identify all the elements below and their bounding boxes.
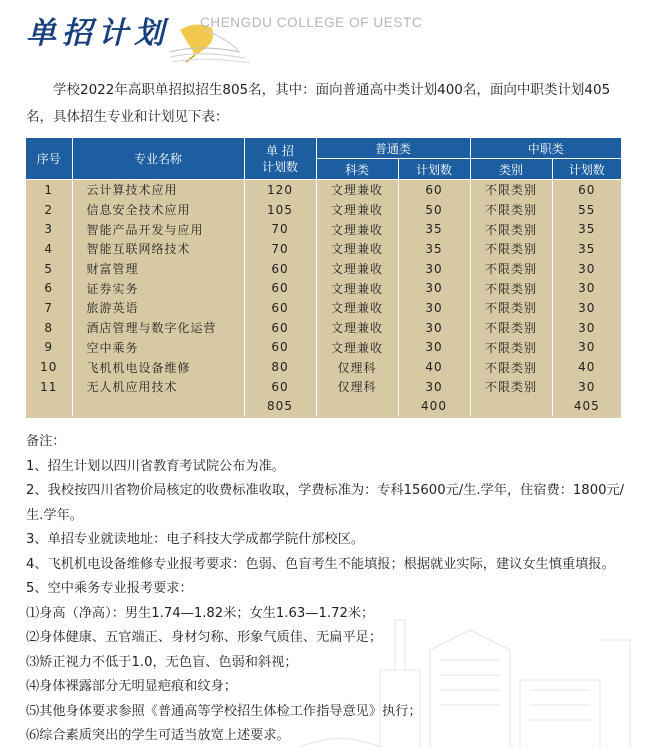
cell-general-count: 30 (398, 377, 470, 397)
cell-vocational-count: 30 (552, 278, 621, 298)
note-item: 3、单招专业就读地址：电子科技大学成都学院什邡校区。 (26, 532, 365, 547)
notes-section (26, 430, 631, 749)
note-item: 5、空中乘务专业报考要求： (26, 581, 193, 596)
cell-general-count: 30 (398, 318, 470, 338)
cell-vocational-category: 不限类别 (470, 239, 552, 259)
cell-seq: 10 (26, 357, 72, 377)
note-subitem: ⑹综合素质突出的学生可适当放宽上述要求。 (26, 728, 290, 743)
cell-vocational-category: 不限类别 (470, 180, 552, 200)
cell-major: 飞机机电设备维修 (72, 357, 244, 377)
cell-major: 财富管理 (72, 259, 244, 279)
table-row (26, 357, 621, 377)
cell-plan: 70 (244, 239, 316, 259)
cell-vocational-category: 不限类别 (470, 338, 552, 358)
cell-seq: 9 (26, 338, 72, 358)
cell-plan: 805 (244, 397, 316, 417)
admission-plan-table (26, 138, 621, 418)
cell-vocational-count: 55 (552, 200, 621, 220)
cell-plan: 70 (244, 219, 316, 239)
cell-vocational-count: 30 (552, 259, 621, 279)
cell-major: 智能互联网络技术 (72, 239, 244, 259)
cell-vocational-category: 不限类别 (470, 200, 552, 220)
cell-seq: 3 (26, 219, 72, 239)
note-item: 2、我校按四川省物价局核定的收费标准收取，学费标准为：专科15600元/生.学年，住宿费：1800元/生.学年。 (26, 483, 625, 523)
cell-general-count: 30 (398, 278, 470, 298)
college-name: CHENGDU COLLEGE OF UESTC (200, 15, 423, 30)
table-row (26, 239, 621, 259)
cell-seq: 1 (26, 180, 72, 200)
page-header (0, 0, 645, 70)
header-major: 专业名称 (72, 138, 244, 180)
cell-seq (26, 397, 72, 417)
table-row (26, 180, 621, 200)
cell-seq: 6 (26, 278, 72, 298)
header-vocational-category: 类别 (470, 159, 552, 180)
cell-vocational-category: 不限类别 (470, 318, 552, 338)
header-vocational-count: 计划数 (552, 159, 621, 180)
cell-major: 无人机应用技术 (72, 377, 244, 397)
cell-general-subject: 文理兼收 (316, 318, 398, 338)
cell-general-subject: 文理兼收 (316, 219, 398, 239)
cell-general-subject (316, 397, 398, 417)
intro-paragraph: 学校2022年高职单招拟招生805名，其中：面向普通高中类计划400名，面向中职类计划405名，具体招生专业和计划见下表： (26, 82, 611, 125)
cell-major (72, 397, 244, 417)
table-row (26, 259, 621, 279)
cell-seq: 8 (26, 318, 72, 338)
cell-plan: 120 (244, 180, 316, 200)
cell-seq: 7 (26, 298, 72, 318)
cell-plan: 60 (244, 377, 316, 397)
cell-general-subject: 文理兼收 (316, 180, 398, 200)
cell-major: 证券实务 (72, 278, 244, 298)
cell-general-subject: 仅理科 (316, 377, 398, 397)
cell-vocational-count: 40 (552, 357, 621, 377)
table-row (26, 377, 621, 397)
cell-general-count: 35 (398, 239, 470, 259)
cell-plan: 60 (244, 259, 316, 279)
note-subitem: ⑵身体健康、五官端正、身材匀称、形象气质佳、无扁平足； (26, 630, 383, 645)
cell-vocational-category: 不限类别 (470, 259, 552, 279)
cell-general-subject: 仅理科 (316, 357, 398, 377)
header-general-count: 计划数 (398, 159, 470, 180)
cell-general-subject: 文理兼收 (316, 259, 398, 279)
cell-general-subject: 文理兼收 (316, 200, 398, 220)
cell-vocational-category: 不限类别 (470, 298, 552, 318)
notes-heading: 备注： (26, 434, 66, 449)
cell-seq: 4 (26, 239, 72, 259)
cell-vocational-category (470, 397, 552, 417)
table-row (26, 278, 621, 298)
header-seq: 序号 (26, 138, 72, 180)
cell-general-subject: 文理兼收 (316, 278, 398, 298)
cell-general-count: 30 (398, 338, 470, 358)
cell-major: 云计算技术应用 (72, 180, 244, 200)
table-row (26, 200, 621, 220)
table-row (26, 298, 621, 318)
cell-general-count: 50 (398, 200, 470, 220)
cell-vocational-count: 405 (552, 397, 621, 417)
cell-major: 酒店管理与数字化运营 (72, 318, 244, 338)
cell-vocational-count: 30 (552, 318, 621, 338)
cell-vocational-count: 30 (552, 377, 621, 397)
cell-vocational-category: 不限类别 (470, 219, 552, 239)
cell-vocational-category: 不限类别 (470, 377, 552, 397)
note-subitem: ⑸其他身体要求参照《普通高等学校招生体检工作指导意见》执行； (26, 703, 422, 719)
cell-general-count: 30 (398, 259, 470, 279)
cell-seq: 11 (26, 377, 72, 397)
cell-general-count: 30 (398, 298, 470, 318)
cell-vocational-count: 60 (552, 180, 621, 200)
cell-plan: 60 (244, 278, 316, 298)
table-row (26, 338, 621, 358)
cell-seq: 5 (26, 259, 72, 279)
note-subitem: ⑶矫正视力不低于1.0，无色盲、色弱和斜视； (26, 654, 298, 670)
cell-general-count: 35 (398, 219, 470, 239)
cell-seq: 2 (26, 200, 72, 220)
page-title: 单招计划 (26, 16, 170, 51)
cell-major: 旅游英语 (72, 298, 244, 318)
cell-major: 空中乘务 (72, 338, 244, 358)
cell-plan: 80 (244, 357, 316, 377)
cell-general-subject: 文理兼收 (316, 338, 398, 358)
table-row (26, 219, 621, 239)
cell-general-subject: 文理兼收 (316, 239, 398, 259)
cell-plan: 60 (244, 318, 316, 338)
header-plan: 单 招 计划数 (244, 138, 316, 180)
cell-general-count: 40 (398, 357, 470, 377)
header-general: 普通类 (316, 138, 470, 159)
cell-vocational-count: 30 (552, 298, 621, 318)
cell-vocational-category: 不限类别 (470, 278, 552, 298)
cell-vocational-count: 30 (552, 338, 621, 358)
cell-plan: 105 (244, 200, 316, 220)
cell-vocational-count: 35 (552, 239, 621, 259)
totals-row (26, 397, 621, 417)
header-general-subject: 科类 (316, 159, 398, 180)
note-item: 1、招生计划以四川省教育考试院公布为准。 (26, 458, 285, 474)
note-item: 4、飞机机电设备维修专业报考要求：色弱、色盲考生不能填报；根据就业实际，建议女生慎重填报。 (26, 556, 615, 572)
cell-plan: 60 (244, 298, 316, 318)
cell-general-count: 400 (398, 397, 470, 417)
cell-general-count: 60 (398, 180, 470, 200)
cell-vocational-count: 35 (552, 219, 621, 239)
cell-major: 智能产品开发与应用 (72, 219, 244, 239)
cell-major: 信息安全技术应用 (72, 200, 244, 220)
cell-vocational-category: 不限类别 (470, 357, 552, 377)
cell-plan: 60 (244, 338, 316, 358)
table-row (26, 318, 621, 338)
cell-general-subject: 文理兼收 (316, 298, 398, 318)
note-subitem: ⑴身高（净高）：男生1.74—1.82米；女生1.63—1.72米； (26, 605, 375, 621)
note-subitem: ⑷身体裸露部分无明显疤痕和纹身； (26, 679, 237, 694)
header-vocational: 中职类 (470, 138, 621, 159)
